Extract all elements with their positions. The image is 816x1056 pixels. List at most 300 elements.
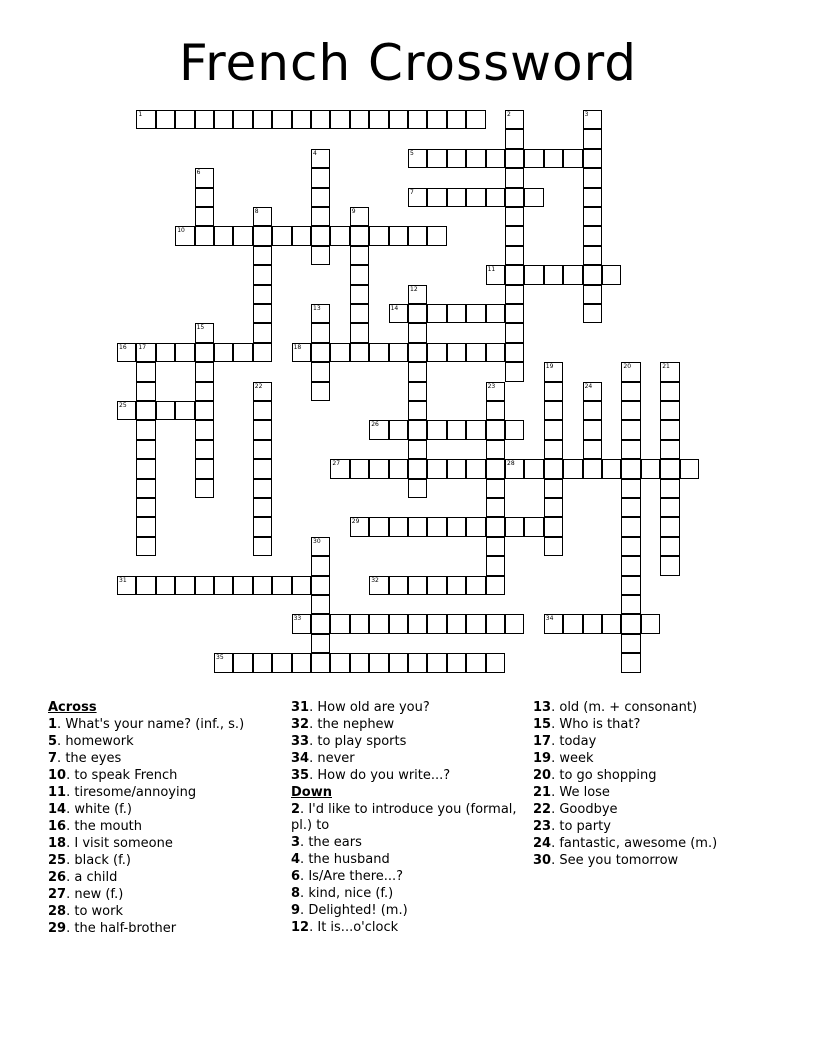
grid-cell[interactable] xyxy=(447,188,466,207)
grid-cell[interactable] xyxy=(621,362,640,381)
grid-cell[interactable] xyxy=(660,517,679,536)
grid-cell[interactable] xyxy=(136,401,155,420)
grid-cell[interactable] xyxy=(389,110,408,129)
grid-cell[interactable] xyxy=(602,265,621,284)
grid-cell[interactable] xyxy=(621,614,640,633)
grid-cell[interactable] xyxy=(486,401,505,420)
grid-cell[interactable] xyxy=(660,498,679,517)
grid-cell[interactable] xyxy=(447,614,466,633)
grid-cell[interactable] xyxy=(563,265,582,284)
grid-cell[interactable] xyxy=(195,168,214,187)
grid-cell[interactable] xyxy=(486,653,505,672)
grid-cell[interactable] xyxy=(408,362,427,381)
clue-across-11: 11. tiresome/annoying xyxy=(48,785,197,800)
grid-cell[interactable] xyxy=(408,653,427,672)
grid-cell[interactable] xyxy=(253,246,272,265)
grid-cell[interactable] xyxy=(272,576,291,595)
grid-cell[interactable] xyxy=(350,304,369,323)
grid-cell[interactable] xyxy=(330,110,349,129)
grid-cell[interactable] xyxy=(427,459,446,478)
grid-cell[interactable] xyxy=(466,110,485,129)
grid-cell[interactable] xyxy=(117,343,136,362)
grid-cell[interactable] xyxy=(311,362,330,381)
grid-cell[interactable] xyxy=(408,479,427,498)
grid-cell[interactable] xyxy=(350,110,369,129)
grid-cell[interactable] xyxy=(292,110,311,129)
grid-cell[interactable] xyxy=(427,304,446,323)
grid-cell[interactable] xyxy=(311,304,330,323)
grid-cell[interactable] xyxy=(583,382,602,401)
grid-cell[interactable] xyxy=(427,110,446,129)
grid-cell[interactable] xyxy=(447,576,466,595)
grid-cell[interactable] xyxy=(544,517,563,536)
grid-cell[interactable] xyxy=(311,634,330,653)
grid-cell[interactable] xyxy=(253,304,272,323)
grid-cell[interactable] xyxy=(544,382,563,401)
grid-cell[interactable] xyxy=(195,323,214,342)
grid-cell[interactable] xyxy=(253,343,272,362)
grid-cell[interactable] xyxy=(621,653,640,672)
grid-cell[interactable] xyxy=(505,343,524,362)
grid-cell[interactable] xyxy=(195,382,214,401)
grid-cell[interactable] xyxy=(175,226,194,245)
grid-cell[interactable] xyxy=(330,459,349,478)
grid-cell[interactable] xyxy=(408,576,427,595)
grid-cell[interactable] xyxy=(253,207,272,226)
grid-cell[interactable] xyxy=(233,226,252,245)
grid-cell[interactable] xyxy=(253,653,272,672)
grid-cell[interactable] xyxy=(195,576,214,595)
grid-cell[interactable] xyxy=(505,149,524,168)
grid-cell[interactable] xyxy=(466,459,485,478)
grid-cell[interactable] xyxy=(136,382,155,401)
grid-cell[interactable] xyxy=(369,420,388,439)
grid-cell[interactable] xyxy=(447,304,466,323)
grid-cell[interactable] xyxy=(486,537,505,556)
grid-cell[interactable] xyxy=(583,401,602,420)
grid-cell[interactable] xyxy=(389,576,408,595)
grid-cell[interactable] xyxy=(136,459,155,478)
grid-cell[interactable] xyxy=(350,207,369,226)
grid-cell[interactable] xyxy=(563,149,582,168)
grid-cell[interactable] xyxy=(369,576,388,595)
grid-cell[interactable] xyxy=(330,653,349,672)
grid-cell[interactable] xyxy=(447,420,466,439)
grid-cell[interactable] xyxy=(544,479,563,498)
grid-cell[interactable] xyxy=(544,537,563,556)
grid-cell[interactable] xyxy=(621,576,640,595)
grid-cell[interactable] xyxy=(350,517,369,536)
grid-cell[interactable] xyxy=(136,110,155,129)
grid-cell[interactable] xyxy=(660,440,679,459)
grid-cell[interactable] xyxy=(660,382,679,401)
grid-cell[interactable] xyxy=(486,576,505,595)
grid-cell[interactable] xyxy=(621,498,640,517)
grid-cell[interactable] xyxy=(136,343,155,362)
grid-cell[interactable] xyxy=(486,265,505,284)
grid-cell[interactable] xyxy=(427,188,446,207)
grid-cell[interactable] xyxy=(447,517,466,536)
grid-cell[interactable] xyxy=(524,459,543,478)
grid-cell[interactable] xyxy=(505,168,524,187)
grid-cell[interactable] xyxy=(408,149,427,168)
grid-cell[interactable] xyxy=(621,634,640,653)
grid-cell[interactable] xyxy=(466,188,485,207)
grid-cell[interactable] xyxy=(408,285,427,304)
grid-cell[interactable] xyxy=(621,459,640,478)
grid-cell[interactable] xyxy=(524,517,543,536)
grid-cell[interactable] xyxy=(156,576,175,595)
grid-cell[interactable] xyxy=(253,459,272,478)
grid-cell[interactable] xyxy=(544,498,563,517)
grid-cell[interactable] xyxy=(427,420,446,439)
grid-cell[interactable] xyxy=(466,614,485,633)
grid-cell[interactable] xyxy=(466,343,485,362)
grid-cell[interactable] xyxy=(660,537,679,556)
grid-cell[interactable] xyxy=(117,576,136,595)
grid-cell[interactable] xyxy=(195,362,214,381)
grid-cell[interactable] xyxy=(253,498,272,517)
grid-cell[interactable] xyxy=(233,576,252,595)
grid-cell[interactable] xyxy=(350,323,369,342)
grid-cell[interactable] xyxy=(369,459,388,478)
grid-cell[interactable] xyxy=(583,265,602,284)
grid-cell[interactable] xyxy=(311,226,330,245)
grid-cell[interactable] xyxy=(175,401,194,420)
grid-cell[interactable] xyxy=(214,576,233,595)
grid-cell[interactable] xyxy=(583,246,602,265)
grid-cell[interactable] xyxy=(292,614,311,633)
grid-cell[interactable] xyxy=(660,479,679,498)
grid-cell[interactable] xyxy=(408,226,427,245)
grid-cell[interactable] xyxy=(602,459,621,478)
grid-cell[interactable] xyxy=(505,614,524,633)
grid-cell[interactable] xyxy=(136,479,155,498)
grid-cell[interactable] xyxy=(447,149,466,168)
grid-cell[interactable] xyxy=(389,343,408,362)
grid-cell[interactable] xyxy=(486,479,505,498)
grid-cell[interactable] xyxy=(621,382,640,401)
grid-cell[interactable] xyxy=(486,556,505,575)
grid-cell[interactable] xyxy=(311,323,330,342)
grid-cell[interactable] xyxy=(427,653,446,672)
grid-cell[interactable] xyxy=(544,440,563,459)
grid-cell[interactable] xyxy=(408,420,427,439)
grid-cell[interactable] xyxy=(253,382,272,401)
grid-cell[interactable] xyxy=(195,479,214,498)
grid-cell[interactable] xyxy=(408,614,427,633)
grid-cell[interactable] xyxy=(505,226,524,245)
grid-cell[interactable] xyxy=(195,188,214,207)
grid-cell[interactable] xyxy=(408,188,427,207)
grid-cell[interactable] xyxy=(175,343,194,362)
grid-cell[interactable] xyxy=(427,517,446,536)
grid-cell[interactable] xyxy=(583,614,602,633)
grid-cell[interactable] xyxy=(233,653,252,672)
grid-cell[interactable] xyxy=(583,226,602,245)
grid-cell[interactable] xyxy=(641,614,660,633)
grid-cell[interactable] xyxy=(408,517,427,536)
grid-cell[interactable] xyxy=(486,304,505,323)
grid-cell[interactable] xyxy=(583,304,602,323)
grid-cell[interactable] xyxy=(253,401,272,420)
grid-cell[interactable] xyxy=(505,517,524,536)
grid-cell[interactable] xyxy=(583,440,602,459)
grid-cell[interactable] xyxy=(292,653,311,672)
grid-cell[interactable] xyxy=(621,537,640,556)
grid-cell[interactable] xyxy=(447,653,466,672)
grid-cell[interactable] xyxy=(253,420,272,439)
grid-cell[interactable] xyxy=(427,149,446,168)
grid-cell[interactable] xyxy=(408,304,427,323)
grid-cell[interactable] xyxy=(311,556,330,575)
grid-cell[interactable] xyxy=(524,265,543,284)
grid-cell[interactable] xyxy=(156,343,175,362)
grid-cell[interactable] xyxy=(505,129,524,148)
grid-cell[interactable] xyxy=(369,110,388,129)
grid-cell[interactable] xyxy=(253,265,272,284)
grid-cell[interactable] xyxy=(583,285,602,304)
grid-cell[interactable] xyxy=(486,614,505,633)
grid-cell[interactable] xyxy=(369,614,388,633)
grid-cell[interactable] xyxy=(486,440,505,459)
grid-cell[interactable] xyxy=(272,226,291,245)
grid-cell[interactable] xyxy=(427,614,446,633)
grid-cell[interactable] xyxy=(466,304,485,323)
grid-cell[interactable] xyxy=(583,459,602,478)
grid-cell[interactable] xyxy=(447,343,466,362)
grid-cell[interactable] xyxy=(389,517,408,536)
grid-cell[interactable] xyxy=(156,110,175,129)
grid-cell[interactable] xyxy=(408,110,427,129)
grid-cell[interactable] xyxy=(369,653,388,672)
grid-cell[interactable] xyxy=(311,537,330,556)
grid-cell[interactable] xyxy=(505,459,524,478)
grid-cell[interactable] xyxy=(583,188,602,207)
grid-cell[interactable] xyxy=(136,517,155,536)
grid-cell[interactable] xyxy=(602,614,621,633)
grid-cell[interactable] xyxy=(583,110,602,129)
grid-cell[interactable] xyxy=(621,440,640,459)
grid-cell[interactable] xyxy=(350,459,369,478)
grid-cell[interactable] xyxy=(427,576,446,595)
grid-cell[interactable] xyxy=(330,343,349,362)
grid-cell[interactable] xyxy=(195,226,214,245)
grid-cell[interactable] xyxy=(136,537,155,556)
grid-cell[interactable] xyxy=(660,420,679,439)
grid-cell[interactable] xyxy=(466,149,485,168)
grid-cell[interactable] xyxy=(389,614,408,633)
grid-cell[interactable] xyxy=(195,401,214,420)
grid-cell[interactable] xyxy=(253,537,272,556)
grid-cell[interactable] xyxy=(389,459,408,478)
grid-cell[interactable] xyxy=(505,207,524,226)
grid-cell[interactable] xyxy=(427,343,446,362)
grid-cell[interactable] xyxy=(272,653,291,672)
grid-cell[interactable] xyxy=(175,110,194,129)
grid-cell[interactable] xyxy=(311,576,330,595)
grid-cell[interactable] xyxy=(660,401,679,420)
grid-cell[interactable] xyxy=(253,226,272,245)
grid-cell[interactable] xyxy=(524,188,543,207)
grid-cell[interactable] xyxy=(253,285,272,304)
grid-cell[interactable] xyxy=(408,382,427,401)
grid-cell[interactable] xyxy=(583,168,602,187)
grid-cell[interactable] xyxy=(253,517,272,536)
grid-cell[interactable] xyxy=(389,304,408,323)
grid-cell[interactable] xyxy=(486,517,505,536)
grid-cell[interactable] xyxy=(195,440,214,459)
grid-cell[interactable] xyxy=(272,110,291,129)
grid-cell[interactable] xyxy=(583,207,602,226)
grid-cell[interactable] xyxy=(544,614,563,633)
grid-cell[interactable] xyxy=(253,110,272,129)
grid-cell[interactable] xyxy=(195,110,214,129)
grid-cell[interactable] xyxy=(408,323,427,342)
grid-cell[interactable] xyxy=(660,556,679,575)
grid-cell[interactable] xyxy=(466,576,485,595)
grid-cell[interactable] xyxy=(389,653,408,672)
grid-cell[interactable] xyxy=(524,149,543,168)
grid-cell[interactable] xyxy=(486,343,505,362)
grid-cell[interactable] xyxy=(660,459,679,478)
grid-cell[interactable] xyxy=(583,129,602,148)
grid-cell[interactable] xyxy=(621,517,640,536)
grid-cell[interactable] xyxy=(350,246,369,265)
grid-cell[interactable] xyxy=(408,440,427,459)
grid-cell[interactable] xyxy=(505,420,524,439)
grid-cell[interactable] xyxy=(253,479,272,498)
grid-cell[interactable] xyxy=(505,285,524,304)
grid-cell[interactable] xyxy=(621,401,640,420)
grid-cell[interactable] xyxy=(175,576,194,595)
grid-cell[interactable] xyxy=(621,420,640,439)
grid-cell[interactable] xyxy=(447,459,466,478)
grid-cell[interactable] xyxy=(195,420,214,439)
grid-cell[interactable] xyxy=(447,110,466,129)
grid-cell[interactable] xyxy=(505,323,524,342)
grid-cell[interactable] xyxy=(350,226,369,245)
grid-cell[interactable] xyxy=(486,498,505,517)
grid-cell[interactable] xyxy=(583,149,602,168)
grid-cell[interactable] xyxy=(466,517,485,536)
grid-cell[interactable] xyxy=(214,226,233,245)
grid-cell[interactable] xyxy=(156,401,175,420)
grid-cell[interactable] xyxy=(350,614,369,633)
grid-cell[interactable] xyxy=(350,653,369,672)
grid-cell[interactable] xyxy=(330,614,349,633)
grid-cell[interactable] xyxy=(427,226,446,245)
grid-cell[interactable] xyxy=(583,420,602,439)
grid-cell[interactable] xyxy=(292,576,311,595)
grid-cell[interactable] xyxy=(486,382,505,401)
grid-cell[interactable] xyxy=(311,207,330,226)
grid-cell[interactable] xyxy=(292,226,311,245)
grid-cell[interactable] xyxy=(311,595,330,614)
grid-cell[interactable] xyxy=(505,362,524,381)
grid-cell[interactable] xyxy=(544,149,563,168)
grid-cell[interactable] xyxy=(214,343,233,362)
grid-cell[interactable] xyxy=(466,420,485,439)
grid-cell[interactable] xyxy=(311,614,330,633)
grid-cell[interactable] xyxy=(505,246,524,265)
grid-cell[interactable] xyxy=(311,343,330,362)
grid-cell[interactable] xyxy=(544,401,563,420)
grid-cell[interactable] xyxy=(544,265,563,284)
grid-cell[interactable] xyxy=(214,110,233,129)
grid-cell[interactable] xyxy=(486,459,505,478)
grid-cell[interactable] xyxy=(311,246,330,265)
grid-cell[interactable] xyxy=(621,595,640,614)
grid-cell[interactable] xyxy=(330,226,349,245)
grid-cell[interactable] xyxy=(486,420,505,439)
grid-cell[interactable] xyxy=(680,459,699,478)
grid-cell[interactable] xyxy=(195,459,214,478)
grid-cell[interactable] xyxy=(505,110,524,129)
grid-cell[interactable] xyxy=(408,343,427,362)
grid-cell[interactable] xyxy=(486,188,505,207)
grid-cell[interactable] xyxy=(117,401,136,420)
grid-cell[interactable] xyxy=(369,517,388,536)
grid-cell[interactable] xyxy=(505,188,524,207)
grid-cell[interactable] xyxy=(621,479,640,498)
grid-cell[interactable] xyxy=(369,226,388,245)
grid-cell[interactable] xyxy=(253,323,272,342)
grid-cell[interactable] xyxy=(233,343,252,362)
grid-cell[interactable] xyxy=(195,343,214,362)
grid-cell[interactable] xyxy=(350,265,369,284)
grid-cell[interactable] xyxy=(563,459,582,478)
grid-cell[interactable] xyxy=(350,343,369,362)
grid-cell[interactable] xyxy=(505,265,524,284)
grid-cell[interactable] xyxy=(486,149,505,168)
grid-cell[interactable] xyxy=(389,226,408,245)
grid-cell[interactable] xyxy=(253,576,272,595)
grid-cell[interactable] xyxy=(136,576,155,595)
grid-cell[interactable] xyxy=(621,556,640,575)
grid-cell[interactable] xyxy=(641,459,660,478)
grid-cell[interactable] xyxy=(311,168,330,187)
grid-cell[interactable] xyxy=(544,420,563,439)
grid-cell[interactable] xyxy=(292,343,311,362)
clue-text: to play sports xyxy=(317,734,407,749)
grid-cell[interactable] xyxy=(136,362,155,381)
grid-cell[interactable] xyxy=(136,498,155,517)
grid-cell[interactable] xyxy=(311,110,330,129)
grid-cell[interactable] xyxy=(389,420,408,439)
grid-cell[interactable] xyxy=(136,420,155,439)
grid-cell[interactable] xyxy=(544,362,563,381)
grid-cell[interactable] xyxy=(350,285,369,304)
grid-cell[interactable] xyxy=(660,362,679,381)
grid-cell[interactable] xyxy=(311,188,330,207)
grid-cell[interactable] xyxy=(136,440,155,459)
grid-cell[interactable] xyxy=(311,382,330,401)
grid-cell[interactable] xyxy=(253,440,272,459)
grid-cell[interactable] xyxy=(408,459,427,478)
grid-cell[interactable] xyxy=(214,653,233,672)
grid-cell[interactable] xyxy=(369,343,388,362)
grid-cell[interactable] xyxy=(563,614,582,633)
grid-cell[interactable] xyxy=(408,401,427,420)
grid-cell[interactable] xyxy=(311,653,330,672)
grid-cell[interactable] xyxy=(195,207,214,226)
grid-cell[interactable] xyxy=(544,459,563,478)
grid-cell[interactable] xyxy=(311,149,330,168)
grid-cell[interactable] xyxy=(466,653,485,672)
grid-cell[interactable] xyxy=(233,110,252,129)
grid-cell[interactable] xyxy=(505,304,524,323)
